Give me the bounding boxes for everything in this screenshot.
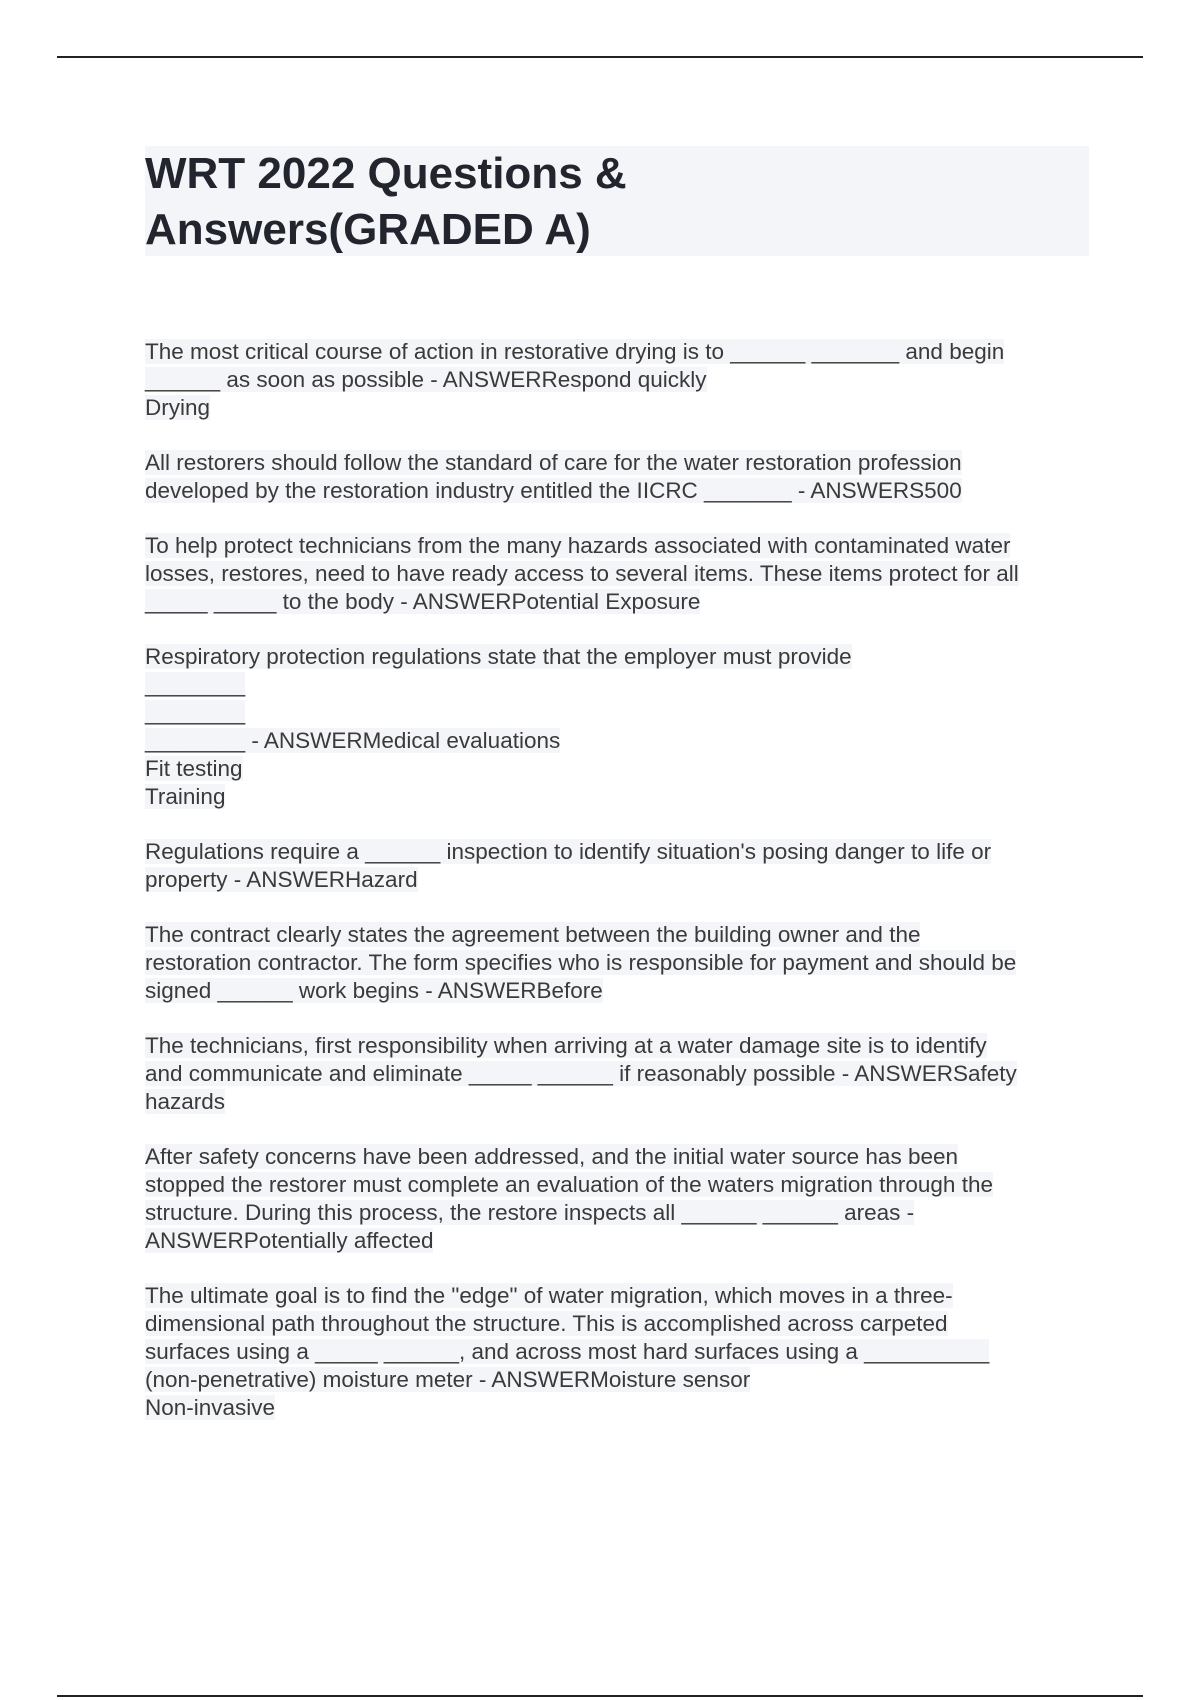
qa-line: developed by the restoration industry entitled the IICRC _______ - ANSWERS500 [145,478,962,503]
qa-line: Respiratory protection regulations state that the employer must provide [145,644,852,669]
qa-item [145,532,1095,616]
qa-line: Non-invasive [145,1395,276,1420]
qa-item [145,1032,1095,1116]
qa-line: After safety concerns have been addressed, and the initial water source has been [145,1144,958,1169]
qa-item [145,921,1095,1005]
qa-item [145,643,1095,811]
qa-line: Training [145,784,226,809]
title-block [145,146,1089,256]
qa-line: (non-penetrative) moisture meter - ANSWERMoisture sensor [145,1367,751,1392]
qa-line: surfaces using a _____ ______, and across most hard surfaces using a __________ [145,1339,990,1364]
qa-line: The contract clearly states the agreement between the building owner and the [145,922,921,947]
qa-line: ANSWERPotentially affected [145,1228,434,1253]
qa-item [145,338,1095,422]
qa-item [145,449,1095,505]
top-divider [57,56,1143,58]
qa-line: ________ - ANSWERMedical evaluations [145,728,561,753]
qa-item [145,1143,1095,1255]
bottom-divider [57,1695,1143,1697]
qa-item [145,1282,1095,1422]
qa-line: ________ [145,700,246,725]
qa-line: To help protect technicians from the many hazards associated with contaminated water [145,533,1011,558]
qa-line: The technicians, first responsibility when arriving at a water damage site is to identify [145,1033,987,1058]
qa-line: Fit testing [145,756,243,781]
qa-line: All restorers should follow the standard of care for the water restoration profession [145,450,962,475]
qa-line: The ultimate goal is to find the "edge" of water migration, which moves in a three- [145,1283,953,1308]
qa-line: Drying [145,395,211,420]
qa-line: ________ [145,672,246,697]
qa-line: structure. During this process, the restore inspects all ______ ______ areas - [145,1200,915,1225]
qa-line: The most critical course of action in restorative drying is to ______ _______ and begin [145,339,1005,364]
qa-line: restoration contractor. The form specifies who is responsible for payment and should be [145,950,1017,975]
qa-line: signed ______ work begins - ANSWERBefore [145,978,603,1003]
qa-line: stopped the restorer must complete an evaluation of the waters migration through the [145,1172,993,1197]
qa-line: ______ as soon as possible - ANSWERRespond quickly [145,367,707,392]
title-line: Answers(GRADED A) [145,205,591,254]
page-title [145,146,1089,258]
qa-line: hazards [145,1089,226,1114]
title-line: WRT 2022 Questions & [145,149,627,198]
qa-line: Regulations require a ______ inspection to identify situation's posing danger to life or [145,839,992,864]
qa-line: and communicate and eliminate _____ ______ if reasonably possible - ANSWERSafety [145,1061,1017,1086]
qa-line: _____ _____ to the body - ANSWERPotential Exposure [145,589,701,614]
qa-line: losses, restores, need to have ready access to several items. These items protect for all [145,561,1019,586]
qa-line: dimensional path throughout the structure. This is accomplished across carpeted [145,1311,948,1336]
qa-list [145,338,1095,1449]
qa-item [145,838,1095,894]
qa-line: property - ANSWERHazard [145,867,418,892]
